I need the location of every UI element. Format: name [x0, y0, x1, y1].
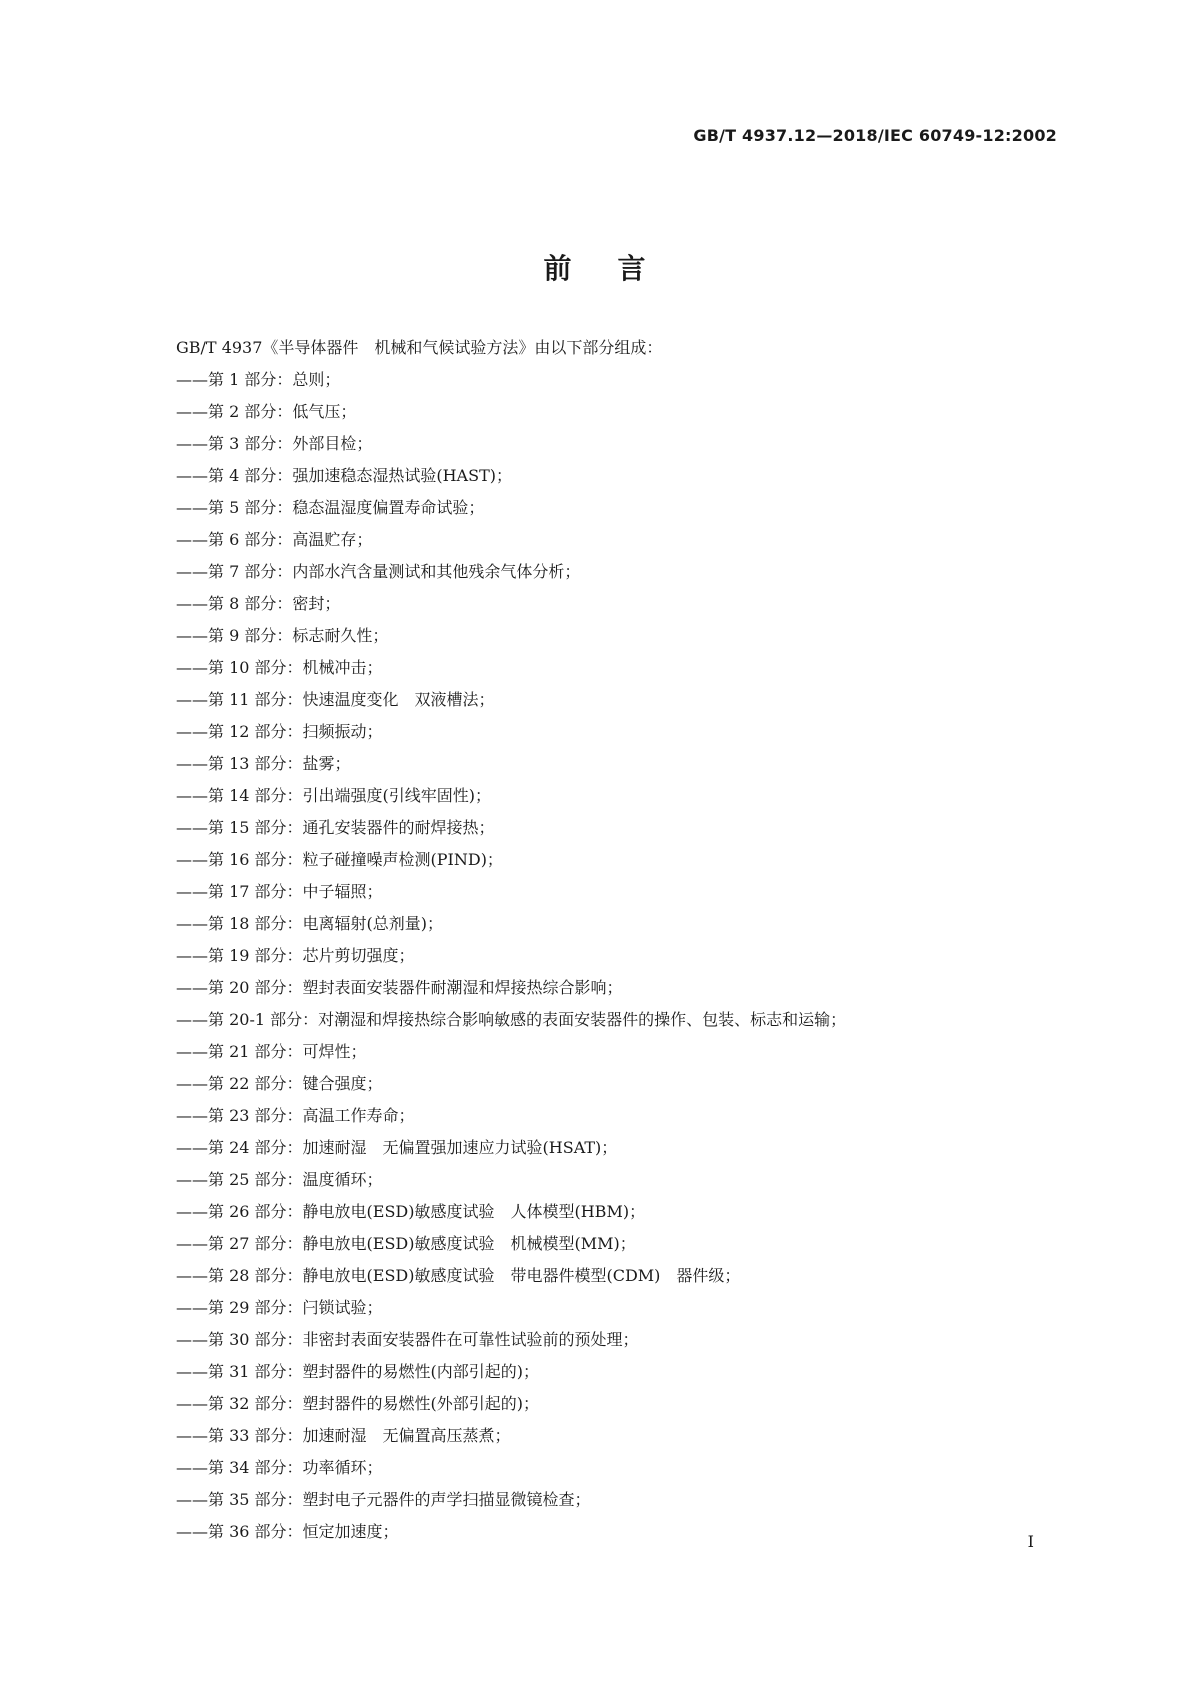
- list-item: ——第 25 部分：温度循环；: [176, 1170, 383, 1189]
- page-number: I: [1027, 1532, 1034, 1551]
- list-item: ——第 20-1 部分：对潮湿和焊接热综合影响敏感的表面安装器件的操作、包装、标志和运输；: [176, 1010, 847, 1029]
- list-item: ——第 29 部分：闩锁试验；: [176, 1298, 383, 1317]
- list-item: ——第 36 部分：恒定加速度；: [176, 1522, 399, 1541]
- list-item: ——第 10 部分：机械冲击；: [176, 658, 383, 677]
- page-title: [0, 247, 1191, 287]
- list-item: ——第 7 部分：内部水汽含量测试和其他残余气体分析；: [176, 562, 581, 581]
- standard-number: GB/T 4937.12—2018/IEC 60749-12:2002: [693, 126, 1057, 145]
- list-item: ——第 32 部分：塑封器件的易燃性(外部引起的)；: [176, 1394, 540, 1413]
- list-item: ——第 1 部分：总则；: [176, 370, 341, 389]
- list-item: ——第 19 部分：芯片剪切强度；: [176, 946, 415, 965]
- list-item: ——第 17 部分：中子辐照；: [176, 882, 383, 901]
- parts-list: [176, 364, 1056, 1548]
- list-item: ——第 23 部分：高温工作寿命；: [176, 1106, 415, 1125]
- list-item: ——第 34 部分：功率循环；: [176, 1458, 383, 1477]
- list-item: ——第 11 部分：快速温度变化 双液槽法；: [176, 690, 495, 709]
- list-item: ——第 26 部分：静电放电(ESD)敏感度试验 人体模型(HBM)；: [176, 1202, 646, 1221]
- list-item: ——第 2 部分：低气压；: [176, 402, 357, 421]
- title-char-2: 言: [617, 251, 648, 285]
- list-item: ——第 20 部分：塑封表面安装器件耐潮湿和焊接热综合影响；: [176, 978, 623, 997]
- list-item: ——第 33 部分：加速耐湿 无偏置高压蒸煮；: [176, 1426, 511, 1445]
- list-item: ——第 35 部分：塑封电子元器件的声学扫描显微镜检查；: [176, 1490, 591, 1509]
- list-item: ——第 9 部分：标志耐久性；: [176, 626, 389, 645]
- list-item: ——第 15 部分：通孔安装器件的耐焊接热；: [176, 818, 495, 837]
- foreword-body: [176, 332, 1056, 1548]
- list-item: ——第 5 部分：稳态温湿度偏置寿命试验；: [176, 498, 485, 517]
- title-char-1: 前: [543, 251, 574, 285]
- list-item: ——第 4 部分：强加速稳态湿热试验(HAST)；: [176, 466, 512, 485]
- list-item: ——第 6 部分：高温贮存；: [176, 530, 373, 549]
- list-item: ——第 18 部分：电离辐射(总剂量)；: [176, 914, 444, 933]
- list-item: ——第 16 部分：粒子碰撞噪声检测(PIND)；: [176, 850, 503, 869]
- list-item: ——第 30 部分：非密封表面安装器件在可靠性试验前的预处理；: [176, 1330, 639, 1349]
- list-item: ——第 24 部分：加速耐湿 无偏置强加速应力试验(HSAT)；: [176, 1138, 618, 1157]
- list-item: ——第 21 部分：可焊性；: [176, 1042, 367, 1061]
- intro-paragraph: GB/T 4937《半导体器件 机械和气候试验方法》由以下部分组成：: [176, 338, 663, 357]
- list-item: ——第 27 部分：静电放电(ESD)敏感度试验 机械模型(MM)；: [176, 1234, 636, 1253]
- list-item: ——第 8 部分：密封；: [176, 594, 341, 613]
- list-item: ——第 22 部分：键合强度；: [176, 1074, 383, 1093]
- list-item: ——第 12 部分：扫频振动；: [176, 722, 383, 741]
- list-item: ——第 3 部分：外部目检；: [176, 434, 373, 453]
- list-item: ——第 31 部分：塑封器件的易燃性(内部引起的)；: [176, 1362, 540, 1381]
- list-item: ——第 28 部分：静电放电(ESD)敏感度试验 带电器件模型(CDM) 器件级；: [176, 1266, 741, 1285]
- list-item: ——第 13 部分：盐雾；: [176, 754, 351, 773]
- list-item: ——第 14 部分：引出端强度(引线牢固性)；: [176, 786, 492, 805]
